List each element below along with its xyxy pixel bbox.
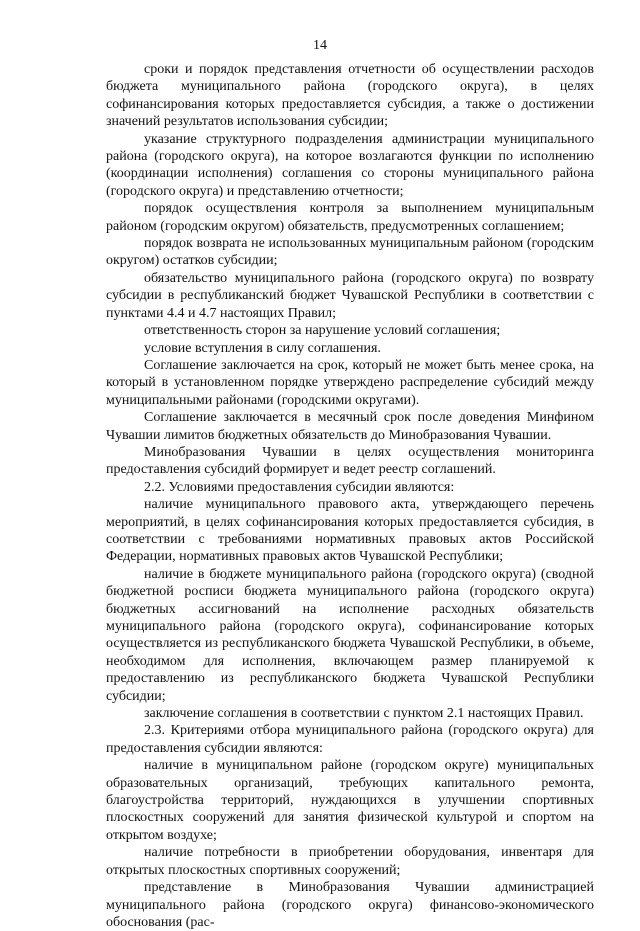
paragraph: указание структурного подразделения администрации муниципального района (городского округа), на которое возлагаются функции по исполнению (координации исполнения) соглашения со стороны муниципального района (городского округа) и представлению отчетности; xyxy=(106,131,594,199)
body-text xyxy=(106,61,594,931)
paragraph: условие вступления в силу соглашения. xyxy=(144,340,381,356)
paragraph: наличие в муниципальном районе (городском округе) муниципальных образовательных организаций, требующих капитального ремонта, благоустройства территорий, нуждающихся в улучшении спортивных плоскостных сооружений для занятия физической культурой и спортом на открытом воздухе; xyxy=(106,758,594,843)
paragraph: порядок осуществления контроля за выполнением муниципальным районом (городским округом) обязательств, предусмотренных соглашением; xyxy=(106,201,594,234)
section-heading: 2.2. Условиями предоставления субсидии являются: xyxy=(144,479,455,495)
paragraph: Соглашение заключается на срок, который не может быть менее срока, на который в установленном порядке утверждено распределение субсидий между муниципальными районами (городскими округами). xyxy=(106,357,594,408)
paragraph: Минобразования Чувашии в целях осуществления мониторинга предоставления субсидий формирует и ведет реестр соглашений. xyxy=(106,444,594,478)
paragraph: Соглашение заключается в месячный срок после доведения Минфином Чувашии лимитов бюджетных обязательств до Минобразования Чувашии. xyxy=(106,410,594,443)
paragraph: наличие муниципального правового акта, утверждающего перечень мероприятий, в целях софинансирования которых предоставляется субсидия, в соответствии с требованиями нормативных правовых актов Российской Федерации, нормативных правовых актов Чувашской Республики; xyxy=(106,497,594,565)
page-number: 14 xyxy=(313,38,327,53)
paragraph: заключение соглашения в соответствии с пунктом 2.1 настоящих Правил. xyxy=(144,706,584,722)
paragraph: порядок возврата не использованных муниципальным районом (городским округом) остатков субсидии; xyxy=(106,236,594,269)
paragraph: наличие в бюджете муниципального района (городского округа) (сводной бюджетной росписи бюджета муниципального района (городского округа) бюджетных ассигнований на исполнение расходных обязательств муниципального района (городского округа), софинансирование которых осуществляется из республиканского бюджета Чувашской Республики, в объеме, необходимом для исполнения, включающем размер планируемой к предоставлению из республиканского бюджета Чувашской Республики субсидии; xyxy=(106,566,594,704)
paragraph: представление в Минобразования Чувашии администрацией муниципального района (городского округа) финансово-экономического обоснования (рас- xyxy=(106,880,594,930)
paragraph: наличие потребности в приобретении оборудования, инвентаря для открытых плоскостных спортивных сооружений; xyxy=(106,845,594,878)
section-heading: 2.3. Критериями отбора муниципального района (городского округа) для предоставления субсидии являются: xyxy=(106,723,594,756)
paragraph: обязательство муниципального района (городского округа) по возврату субсидии в республиканский бюджет Чувашской Республики в соответствии с пунктами 4.4 и 4.7 настоящих Правил; xyxy=(106,270,594,321)
paragraph: сроки и порядок представления отчетности об осуществлении расходов бюджета муниципального района (городского округа), в целях софинансирования которых предоставляется субсидия, а также о достижении значений результатов использования субсидии; xyxy=(106,62,594,130)
paragraph: ответственность сторон за нарушение условий соглашения; xyxy=(144,323,501,339)
